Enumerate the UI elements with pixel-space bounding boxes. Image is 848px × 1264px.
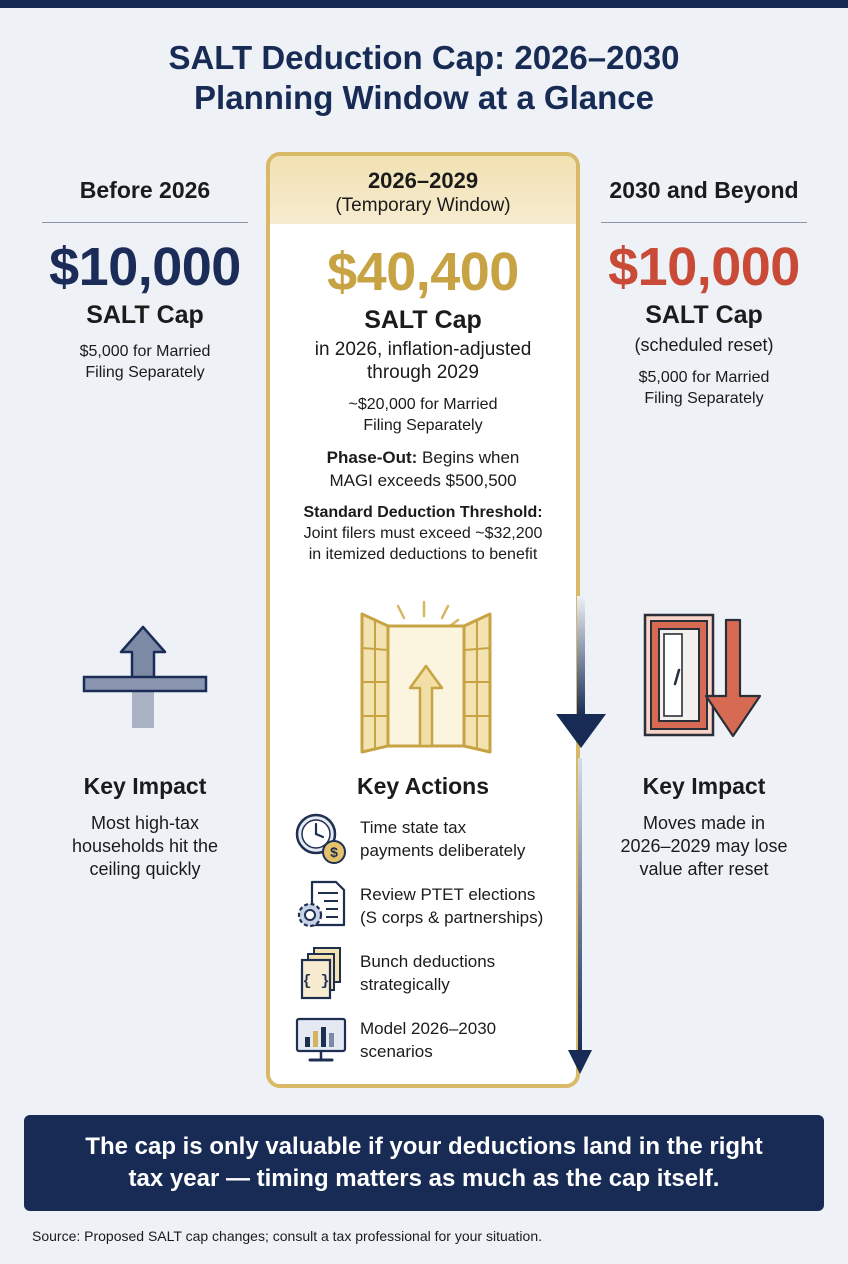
before-2026-divider <box>42 222 248 223</box>
key-actions-list <box>294 812 574 1080</box>
left-key-impact-heading: Key Impact <box>83 773 207 799</box>
down-arrow-icon <box>552 596 610 756</box>
temporary-window-body <box>270 224 576 565</box>
phase-out-label: Phase-Out: <box>326 448 418 467</box>
title-line-2: Planning Window at a Glance <box>194 79 654 116</box>
clock-coin-icon <box>294 812 348 866</box>
after-2030-amount: $10,000 <box>608 237 800 297</box>
after-2030-mfs-note: $5,000 for Married Filing Separately <box>638 369 770 407</box>
before-2026-column <box>42 170 248 383</box>
temporary-window-mfs-note: ~$20,000 for Married Filing Separately <box>348 396 498 434</box>
temporary-window-subheading: (Temporary Window) <box>335 195 511 216</box>
temporary-window-amount: $40,400 <box>327 242 519 302</box>
before-2026-mfs-note: $5,000 for Married Filing Separately <box>79 343 211 381</box>
after-2030-heading: 2030 and Beyond <box>609 177 799 203</box>
capped-arrow-icon <box>80 624 210 730</box>
source-note: Source: Proposed SALT cap changes; consult a tax professional for your situation. <box>32 1228 542 1244</box>
takeaway-banner <box>24 1115 824 1211</box>
before-2026-cap-label: SALT Cap <box>86 301 204 329</box>
title-line-1: SALT Deduction Cap: 2026–2030 <box>168 39 680 76</box>
top-stripe <box>0 0 848 8</box>
monitor-chart-icon <box>294 1013 348 1067</box>
key-actions-heading: Key Actions <box>356 773 490 799</box>
temporary-window-header <box>270 156 576 224</box>
standard-deduction-note: Standard Deduction Threshold: Joint filers must exceed ~$32,200 in itemized deductions to benefit <box>280 502 566 565</box>
before-2026-heading: Before 2026 <box>79 177 211 203</box>
document-gear-icon <box>294 879 348 933</box>
after-2030-column <box>601 170 807 409</box>
action-item: Review PTET elections (S corps & partnerships) <box>294 879 574 946</box>
svg-text:{ }: { } <box>302 973 330 990</box>
after-2030-cap-label: SALT Cap <box>645 301 763 329</box>
action-item: $ Time state tax payments deliberately <box>294 812 574 879</box>
after-2030-reset-note: (scheduled reset) <box>634 335 774 355</box>
temporary-window-cap-label: SALT Cap <box>364 306 482 334</box>
banner-line-2: tax year — timing matters as much as the cap itself. <box>128 1165 720 1192</box>
stacked-documents-icon <box>294 946 348 1000</box>
before-2026-amount: $10,000 <box>49 237 241 297</box>
right-key-impact-text: Moves made in 2026–2029 may lose value after reset <box>620 813 788 879</box>
action-item: Model 2026–2030 scenarios <box>294 1013 574 1080</box>
after-2030-divider <box>601 222 807 223</box>
banner-line-1: The cap is only valuable if your deductions land in the right <box>85 1133 763 1160</box>
temporary-window-heading: 2026–2029 <box>367 168 479 193</box>
open-window-icon <box>358 600 494 755</box>
closing-window-down-arrow-icon <box>642 612 766 740</box>
left-key-impact-text: Most high-tax households hit the ceiling quickly <box>71 813 219 879</box>
inflation-note: in 2026, inflation-adjusted through 2029 <box>314 339 532 383</box>
action-item: { } Bunch deductions strategically <box>294 946 574 1013</box>
page-title <box>0 38 848 118</box>
svg-text:$: $ <box>330 844 338 860</box>
standard-deduction-label: Standard Deduction Threshold: <box>303 504 543 521</box>
phase-out-note: Phase-Out: Begins when MAGI exceeds $500,500 <box>326 448 520 490</box>
right-key-impact-heading: Key Impact <box>642 773 766 799</box>
